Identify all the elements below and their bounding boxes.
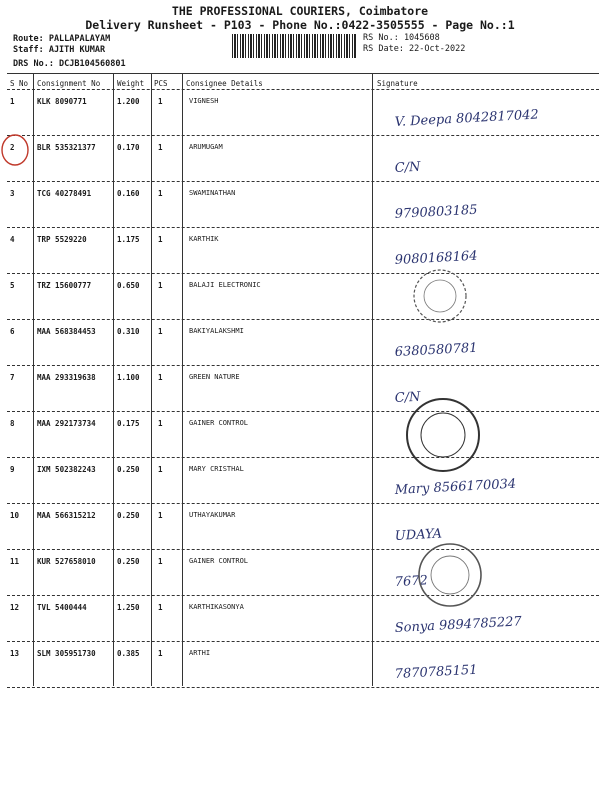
row-consignment: MAA 292173734 <box>37 419 96 428</box>
barcode <box>232 34 357 58</box>
row-weight: 0.160 <box>117 189 140 198</box>
row-pcs: 1 <box>158 97 163 106</box>
col-header-signature: Signature <box>377 79 418 88</box>
signature-text: UDAYA <box>394 526 443 544</box>
row-weight: 0.310 <box>117 327 140 336</box>
row-sno: 11 <box>10 557 20 566</box>
row-weight: 1.200 <box>117 97 140 106</box>
row-consignee: BALAJI ELECTRONIC <box>189 281 261 289</box>
row-pcs: 1 <box>158 649 163 658</box>
row-consignment: KUR 527658010 <box>37 557 96 566</box>
row-pcs: 1 <box>158 189 163 198</box>
company-stamp <box>415 540 485 610</box>
row-weight: 0.250 <box>117 557 140 566</box>
rs-date: RS Date: 22-Oct-2022 <box>363 44 466 54</box>
row-pcs: 1 <box>158 465 163 474</box>
signature-text: Mary 8566170034 <box>394 476 517 498</box>
row-sno: 1 <box>10 97 15 106</box>
row-pcs: 1 <box>158 511 163 520</box>
route-label: Route: PALLAPALAYAM <box>13 34 111 44</box>
row-consignment: TVL 5400444 <box>37 603 87 612</box>
signature <box>385 472 595 506</box>
signature-text: 7672 <box>394 573 429 590</box>
row-consignee: GAINER CONTROL <box>189 557 249 565</box>
row-consignment: MAA 293319638 <box>37 373 96 382</box>
row-weight: 0.250 <box>117 465 140 474</box>
row-weight: 0.250 <box>117 511 140 520</box>
row-pcs: 1 <box>158 143 163 152</box>
rs-number: RS No.: 1045608 <box>363 33 440 43</box>
row-sno: 2 <box>10 143 15 152</box>
drs-number: DRS No.: DCJB104560801 <box>13 59 126 69</box>
row-pcs: 1 <box>158 603 163 612</box>
row-pcs: 1 <box>158 373 163 382</box>
row-consignee: GAINER CONTROL <box>189 419 249 427</box>
table-top-border <box>7 73 599 74</box>
row-pcs: 1 <box>158 557 163 566</box>
row-sno: 10 <box>10 511 20 520</box>
company-stamp <box>403 395 483 475</box>
col-header-consignee: Consignee Details <box>186 79 263 88</box>
row-consignee: KARTHIKASONYA <box>189 603 244 611</box>
row-pcs: 1 <box>158 327 163 336</box>
row-weight: 0.170 <box>117 143 140 152</box>
row-consignee: GREEN NATURE <box>189 373 240 381</box>
row-consignment: TCG 40278491 <box>37 189 92 198</box>
row-consignee: VIGNESH <box>189 97 219 105</box>
circle-mark <box>0 132 32 168</box>
row-weight: 0.385 <box>117 649 140 658</box>
row-sno: 5 <box>10 281 15 290</box>
col-header-consignment: Consignment No <box>37 79 101 88</box>
row-weight: 0.175 <box>117 419 140 428</box>
row-divider <box>7 319 599 320</box>
row-consignee: ARUMUGAM <box>189 143 223 151</box>
signature-text: C/N <box>394 159 421 176</box>
row-consignment: KLK 8090771 <box>37 97 87 106</box>
row-divider <box>7 457 599 458</box>
row-sno: 12 <box>10 603 20 612</box>
row-weight: 1.250 <box>117 603 140 612</box>
row-sno: 7 <box>10 373 15 382</box>
signature <box>385 656 595 690</box>
row-sno: 8 <box>10 419 15 428</box>
row-sno: 9 <box>10 465 15 474</box>
row-consignment: MAA 568384453 <box>37 327 96 336</box>
staff-label: Staff: AJITH KUMAR <box>13 45 106 55</box>
row-consignment: IXM 502382243 <box>37 465 96 474</box>
row-consignee: UTHAYAKUMAR <box>189 511 236 519</box>
row-consignee: MARY CRISTHAL <box>189 465 244 473</box>
row-weight: 1.175 <box>117 235 140 244</box>
row-consignee: SWAMINATHAN <box>189 189 236 197</box>
row-consignment: TRZ 15600777 <box>37 281 92 290</box>
row-weight: 1.100 <box>117 373 140 382</box>
company-title: THE PROFESSIONAL COURIERS, Coimbatore <box>171 4 429 18</box>
row-sno: 6 <box>10 327 15 336</box>
row-consignee: BAKIYALAKSHMI <box>189 327 244 335</box>
signature-text: 9790803185 <box>394 202 478 222</box>
signature-text: C/N <box>394 389 421 406</box>
row-consignment: SLM 305951730 <box>37 649 96 658</box>
row-weight: 0.650 <box>117 281 140 290</box>
row-consignee: KARTHIK <box>189 235 219 243</box>
row-pcs: 1 <box>158 281 163 290</box>
col-header-sno: S No <box>10 79 29 88</box>
row-pcs: 1 <box>158 235 163 244</box>
runsheet-subtitle: Delivery Runsheet - P103 - Phone No.:0422-3505555 - Page No.:1 <box>85 18 515 32</box>
row-consignment: MAA 566315212 <box>37 511 96 520</box>
signature-text: 9080168164 <box>394 248 478 268</box>
row-sno: 3 <box>10 189 15 198</box>
signature <box>385 104 595 138</box>
signature-text: Sonya 9894785227 <box>394 614 523 636</box>
signature-text: 7870785151 <box>394 662 478 682</box>
row-sno: 4 <box>10 235 15 244</box>
row-consignment: BLR 535321377 <box>37 143 96 152</box>
row-consignment: TRP 5529220 <box>37 235 87 244</box>
signature <box>385 334 595 368</box>
row-pcs: 1 <box>158 419 163 428</box>
signature <box>385 610 595 644</box>
table-header-border <box>7 89 599 90</box>
signature-text: 6380580781 <box>394 340 478 360</box>
col-header-weight: Weight <box>117 79 145 88</box>
signature-text: V. Deepa 8042817042 <box>394 107 540 130</box>
row-consignee: ARTHI <box>189 649 211 657</box>
row-sno: 13 <box>10 649 20 658</box>
signature <box>385 196 595 230</box>
delivery-stamp <box>410 266 470 326</box>
signature <box>385 150 595 184</box>
col-header-pcs: PCS <box>154 79 168 88</box>
